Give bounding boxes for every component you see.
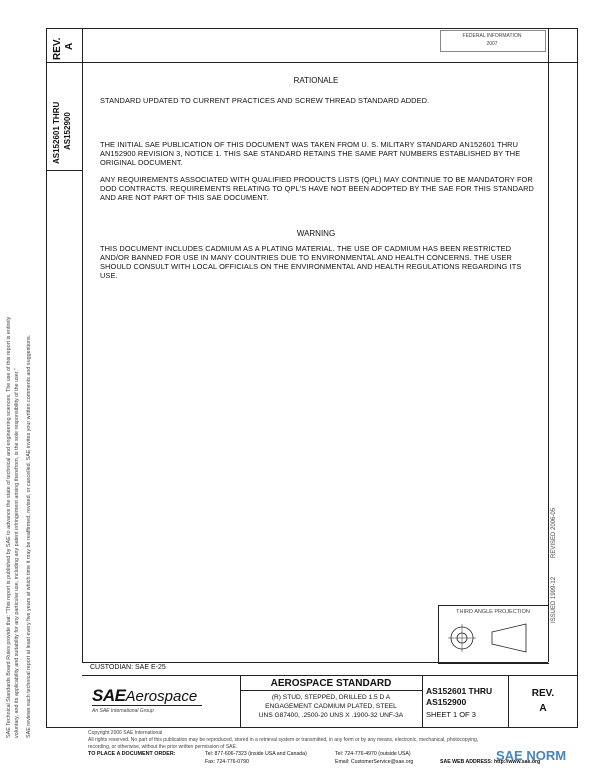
- revised-date: REVISED 2006-05: [551, 507, 557, 558]
- origin-paragraph: THE INITIAL SAE PUBLICATION OF THIS DOCUMENT WAS TAKEN FROM U. S. MILITARY STANDARD AN152601 THRU AN152900 REVISION 3, NOTICE 1. THIS SAE STANDARD RETAINS THE SAME PART NUMBERS ESTABLISHED BY THE ORIGINAL DOCUMENT.: [100, 140, 521, 167]
- right-header-divider: [548, 28, 549, 62]
- footer-order-label: TO PLACE A DOCUMENT ORDER:: [88, 751, 176, 757]
- projection-symbol: [446, 618, 542, 658]
- logo-tagline: An SAE International Group: [92, 708, 154, 714]
- stamp-line1: FEDERAL INFORMATION: [462, 33, 522, 39]
- warning-text: THIS DOCUMENT INCLUDES CADMIUM AS A PLATING MATERIAL. THE USE OF CADMIUM HAS BEEN RESTRICTED AND/OR BANNED FOR USE IN MANY COUNTRIES DUE TO ENVIRONMENTAL AND HEALTH CONCERNS. THE USER SHOULD CONSULT WITH LOCAL OFFICIALS ON THE ENVIRONMENTAL AND HEALTH REGULATIONS REGARDING ITS USE.: [100, 244, 522, 280]
- logo-aerospace: Aerospace: [125, 688, 198, 705]
- title-block-top: [82, 662, 548, 663]
- footer-rights2: recording, or otherwise, without the prior written permission of SAE.: [88, 744, 238, 750]
- desc-line2: ENGAGEMENT CADMIUM PLATED, STEEL: [265, 703, 397, 710]
- sheet-number: SHEET 1 OF 3: [426, 710, 476, 719]
- projection-label: THIRD ANGLE PROJECTION: [456, 609, 530, 615]
- footer-copyright: Copyright 2006 SAE International: [88, 730, 163, 736]
- standard-title-divider: [240, 690, 422, 691]
- watermark-text: SAE NORM: [496, 748, 567, 763]
- header-doc-range-line1: AS152601 THRU: [52, 101, 61, 164]
- desc-line1: (R) STUD, STEPPED, DRILLED 1.5 D A: [271, 694, 391, 701]
- doc-range-divider: [46, 170, 82, 171]
- footer-tel2: Tel: 724-776-4970 (outside USA): [335, 751, 411, 757]
- qpl-paragraph: ANY REQUIREMENTS ASSOCIATED WITH QUALIFIED PRODUCTS LISTS (QPL) MAY CONTINUE TO BE MANDATORY FOR DOD CONTRACTS. REQUIREMENTS RELATING TO QPL'S HAVE NOT BEEN ADOPTED BY THE SAE FOR THIS STANDARD AND ARE NOT PART OF THIS SAE DOCUMENT.: [100, 175, 534, 202]
- footer-email: Email: CustomerService@sae.org: [335, 759, 414, 765]
- logo-sae: SAE: [92, 686, 126, 705]
- left-column-divider: [82, 62, 83, 662]
- sae-norm-watermark: [496, 748, 566, 763]
- doc-line2: AS152900: [426, 697, 467, 707]
- rev-box-divider: [82, 28, 83, 62]
- issued-date: ISSUED 1999-12: [551, 576, 557, 623]
- warning-title: WARNING: [296, 229, 336, 238]
- stamp-line2: 2007: [486, 41, 498, 47]
- sae-logo: [92, 686, 197, 706]
- header-rev-value: A: [64, 42, 75, 50]
- left-margin-line3: SAE reviews each technical report at least every five years at which time it may be reaffirmed, revised, or cancelled. SAE invites your written comments and suggestions.: [26, 334, 32, 738]
- doc-line1: AS152601 THRU: [426, 686, 493, 696]
- custodian-divider: [82, 675, 578, 676]
- left-margin-line2: voluntary, and its applicability and suitability for any particular use, including any patent infringement arising therefrom, is the sole responsibility of the user.": [14, 368, 20, 738]
- projection-cone: [492, 624, 526, 652]
- header-rev-label: REV.: [52, 37, 63, 60]
- footer-web: SAE WEB ADDRESS: http://www.sae.org: [440, 759, 541, 765]
- title-rev-value: A: [539, 703, 547, 714]
- footer-fax: Fax: 724-776-0790: [205, 759, 249, 765]
- desc-line3: UNS G87400, .2500-20 UNS X .1900-32 UNF-3A: [258, 712, 404, 719]
- desc-divider: [422, 675, 423, 728]
- custodian: CUSTODIAN: SAE E-25: [90, 664, 166, 671]
- left-margin-line1: SAE Technical Standards Board Rules provide that: "This report is published by SAE to advance the state of technical and engineering sciences. The use of this report is entirely: [6, 316, 12, 738]
- header-doc-range-line2: AS152900: [63, 112, 72, 150]
- rationale-title: RATIONALE: [293, 76, 339, 85]
- rationale-text: STANDARD UPDATED TO CURRENT PRACTICES AND SCREW THREAD STANDARD ADDED.: [100, 96, 430, 105]
- header-divider: [46, 62, 578, 63]
- right-column-divider: [548, 62, 549, 662]
- title-rev-label: REV.: [531, 688, 555, 699]
- logo-underline: [92, 705, 202, 706]
- footer-tel1: Tel: 877-606-7323 (inside USA and Canada): [205, 751, 307, 757]
- footer-rights: All rights reserved. No part of this publication may be reproduced, stored in a retrieval system or transmitted, in any form or by any means, electronic, mechanical, photocopying,: [88, 737, 479, 743]
- standard-title: AEROSPACE STANDARD: [270, 678, 392, 689]
- doc-divider: [508, 675, 509, 728]
